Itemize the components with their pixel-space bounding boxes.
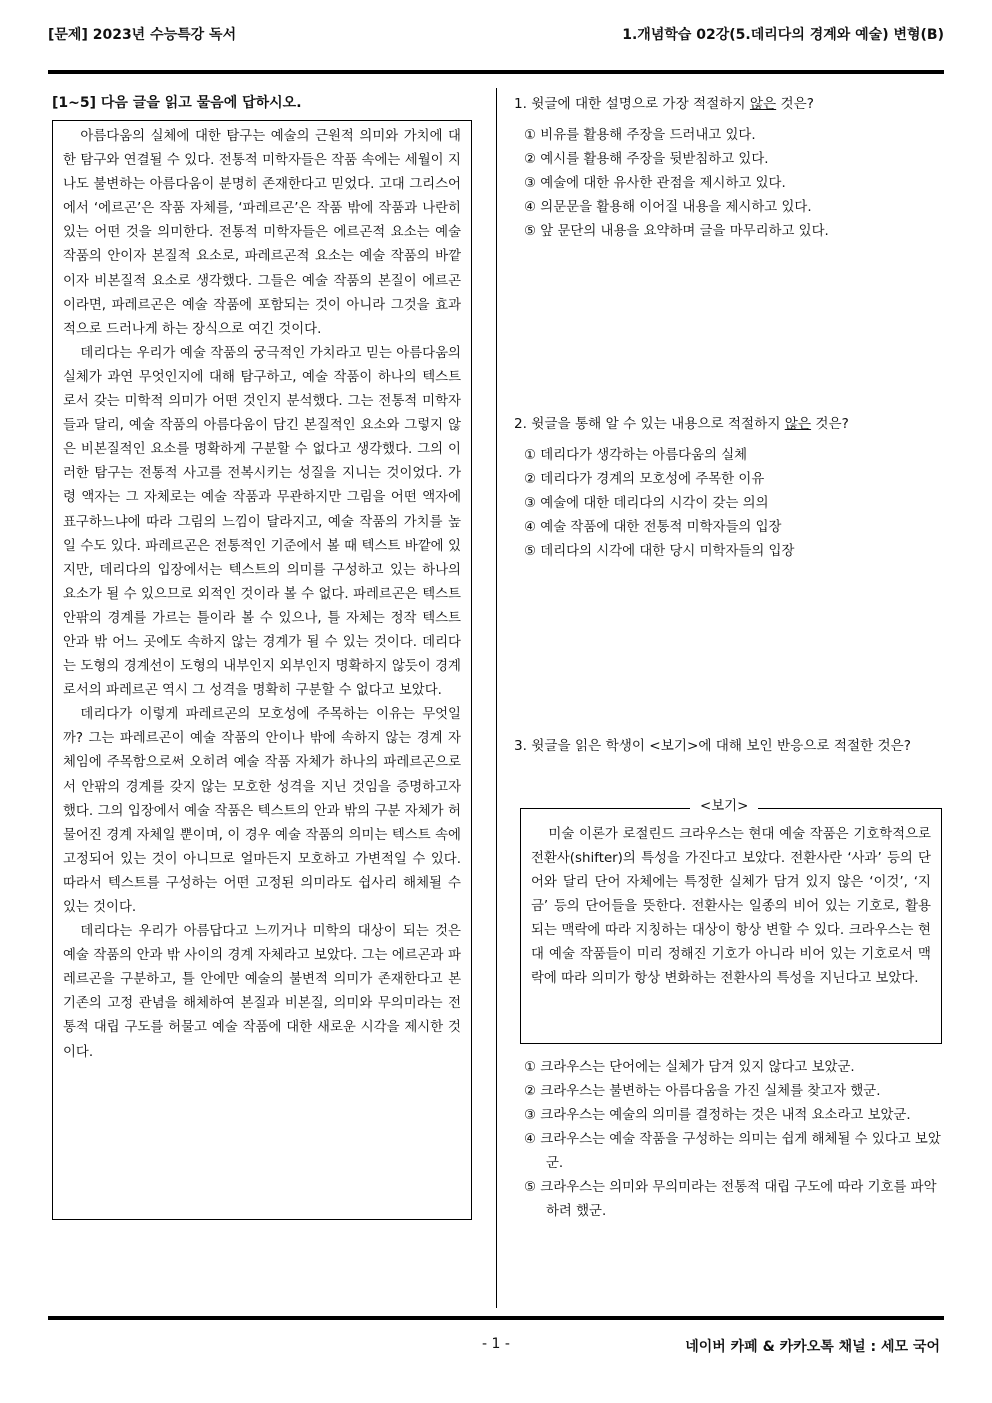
- question-3-answers: [514, 1056, 944, 1224]
- stem-text: 것은?: [811, 416, 849, 432]
- option[interactable]: ⑤ 데리다의 시각에 대한 당시 미학자들의 입장: [524, 544, 795, 559]
- option[interactable]: ④ 의문문을 활용해 이어질 내용을 제시하고 있다.: [524, 200, 812, 215]
- passage-paragraph: 데리다는 우리가 예술 작품의 궁극적인 가치라고 믿는 아름다움의 실체가 과연 무엇인지에 대해 탐구하고, 예술 작품이 하나의 텍스트로서 갖는 미학적 의미가 어떤 것인지 분석했다. 그는 전통적 미학자들과 달리, 예술 작품의 아름다움이 담긴 본질적인 요소와 그렇지 않은 비본질적인 요소를 명확하게 구분할 수 없다고 생각했다. 그의 이러한 탐구는 전통적 사고를 전복시키는 성질을 지니는 것이었다. 가령 액자는 그 자체로는 예술 작품과 무관하지만 그림을 어떤 액자에 표구하느냐에 따라 그림의 느낌이 달라지고, 예술 작품의 가치를 높일 수도 있다. 파레르곤은 전통적인 기준에서 볼 때 텍스트 바깥에 있지만, 데리다의 입장에서는 텍스트의 의미를 구성하고 있는 하나의 요소가 될 수 있으므로 외적인 것이라 볼 수 없다. 파레르곤은 텍스트 안팎의 경계를 가르는 틀이라 볼 수 있으나, 틀 자체는 정작 텍스트 안과 밖 어느 곳에도 속하지 않는 경계가 될 수 있는 것이다. 데리다는 도형의 경계선이 도형의 내부인지 외부인지 명확하지 않듯이 경계로서의 파레르곤 역시 그 성격을 명확히 구분할 수 없다고 보았다.: [63, 345, 461, 699]
- stem-text: 1. 윗글에 대한 설명으로 가장 적절하지: [514, 96, 750, 112]
- question-3-options: [514, 1056, 944, 1224]
- bottom-rule: [48, 1316, 944, 1320]
- option[interactable]: ④ 크라우스는 예술 작품을 구성하는 의미는 쉽게 해체될 수 있다고 보았군.: [524, 1132, 941, 1171]
- question-1-stem: [514, 92, 944, 116]
- question-2-stem: [514, 412, 944, 436]
- bogi-title: <보기>: [690, 798, 758, 816]
- question-2: [514, 412, 944, 564]
- option[interactable]: ⑤ 앞 문단의 내용을 요약하며 글을 마무리하고 있다.: [524, 224, 829, 239]
- option[interactable]: ④ 예술 작품에 대한 전통적 미학자들의 입장: [524, 520, 782, 535]
- question-1: [514, 92, 944, 244]
- option[interactable]: ① 크라우스는 단어에는 실체가 담겨 있지 않다고 보았군.: [524, 1060, 855, 1075]
- option[interactable]: ① 데리다가 생각하는 아름다움의 실체: [524, 448, 748, 463]
- option[interactable]: ③ 크라우스는 예술의 의미를 결정하는 것은 내적 요소라고 보았군.: [524, 1108, 911, 1123]
- stem-text: 것은?: [776, 96, 814, 112]
- instruction: [1~5] 다음 글을 읽고 물음에 답하시오.: [52, 95, 302, 111]
- stem-underline: 않은: [784, 416, 812, 432]
- option[interactable]: ③ 예술에 대한 유사한 관점을 제시하고 있다.: [524, 176, 786, 191]
- bogi-box: [520, 808, 942, 1044]
- stem-underline: 않은: [749, 96, 777, 112]
- passage-paragraph: 데리다는 우리가 아름답다고 느끼거나 미학의 대상이 되는 것은 예술 작품의 안과 밖 사이의 경계 자체라고 보았다. 그는 에르곤과 파레르곤을 구분하고, 틀 안에만 예술의 불변적 의미가 존재한다고 본 기존의 고정 관념을 해체하여 본질과 비본질, 의미와 무의미라는 전통적 대립 구도를 허물고 예술 작품에 대한 새로운 시각을 제시한 것이다.: [63, 924, 461, 1060]
- page-number: - 1 -: [482, 1336, 510, 1352]
- passage-box: [52, 120, 472, 1220]
- passage-paragraph: 데리다가 이렇게 파레르곤의 모호성에 주목하는 이유는 무엇일까? 그는 파레르곤이 예술 작품의 안이나 밖에 속하지 않는 경계 자체임에 주목함으로써 오히려 예술 작품 자체가 하나의 파레르곤으로서 안팎의 경계를 갖지 않는 모호한 성격을 지닌 것임을 증명하고자 했다. 그의 입장에서 예술 작품은 텍스트의 안과 밖의 구분 자체가 허물어진 경계 자체일 뿐이며, 이 경우 예술 작품의 의미는 텍스트 속에 고정되어 있는 것이 아니므로 얼마든지 모호하고 가변적일 수 있다. 따라서 텍스트를 구성하는 어떤 고정된 의미라도 쉽사리 해체될 수 있는 것이다.: [63, 707, 461, 915]
- option[interactable]: ② 데리다가 경계의 모호성에 주목한 이유: [524, 472, 765, 487]
- bogi-text: 미술 이론가 로절린드 크라우스는 현대 예술 작품은 기호학적으로 전환사(shifter)의 특성을 가진다고 보았다. 전환사란 ‘사과’ 등의 단어와 달리 단어 자체에는 특정한 실체가 담겨 있지 않은 ‘이것’, ‘지금’ 등의 단어들을 뜻한다. 전환사는 일종의 비어 있는 기호로, 활용되는 맥락에 따라 지칭하는 대상이 항상 변할 수 있다. 크라우스는 현대 예술 작품들이 미리 정해진 기호가 아니라 비어 있는 기호로서 맥락에 따라 의미가 항상 변화하는 전환사의 특성을 지닌다고 보았다.: [531, 827, 931, 986]
- footer-channel: 네이버 카페 & 카카오톡 채널 : 세모 국어: [685, 1339, 940, 1355]
- column-divider: [496, 88, 497, 1308]
- option[interactable]: ② 예시를 활용해 주장을 뒷받침하고 있다.: [524, 152, 769, 167]
- header-title-right: 1.개념학습 02강(5.데리다의 경계와 예술) 변형(B): [622, 27, 944, 43]
- option[interactable]: ② 크라우스는 불변하는 아름다움을 가진 실체를 찾고자 했군.: [524, 1084, 881, 1099]
- passage-paragraph: 아름다움의 실체에 대한 탐구는 예술의 근원적 의미와 가치에 대한 탐구와 연결될 수 있다. 전통적 미학자들은 작품 속에는 세월이 지나도 불변하는 아름다움이 분명히 존재한다고 믿었다. 고대 그리스어에서 ‘에르곤’은 작품 자체를, ‘파레르곤’은 작품 밖에 작품과 나란히 있는 어떤 것을 의미한다. 전통적 미학자들은 에르곤적 요소는 예술 작품의 안이자 본질적 요소로, 파레르곤적 요소는 예술 작품의 바깥이자 비본질적 요소로 생각했다. 그들은 예술 작품의 본질이 에르곤이라면, 파레르곤은 예술 작품에 포함되는 것이 아니라 그것을 효과적으로 드러나게 하는 장식으로 여긴 것이다.: [63, 129, 461, 337]
- question-2-options: [514, 444, 944, 564]
- question-3: [514, 734, 944, 758]
- question-3-stem: 3. 윗글을 읽은 학생이 <보기>에 대해 보인 반응으로 적절한 것은?: [514, 738, 912, 754]
- header-title-left: [문제] 2023년 수능특강 독서: [48, 27, 237, 43]
- option[interactable]: ⑤ 크라우스는 의미와 무의미라는 전통적 대립 구도에 따라 기호를 파악하려 했군.: [524, 1180, 937, 1219]
- option[interactable]: ① 비유를 활용해 주장을 드러내고 있다.: [524, 128, 756, 143]
- stem-text: 2. 윗글을 통해 알 수 있는 내용으로 적절하지: [514, 416, 785, 432]
- question-1-options: [514, 124, 944, 244]
- option[interactable]: ③ 예술에 대한 데리다의 시각이 갖는 의의: [524, 496, 769, 511]
- top-rule: [48, 70, 944, 74]
